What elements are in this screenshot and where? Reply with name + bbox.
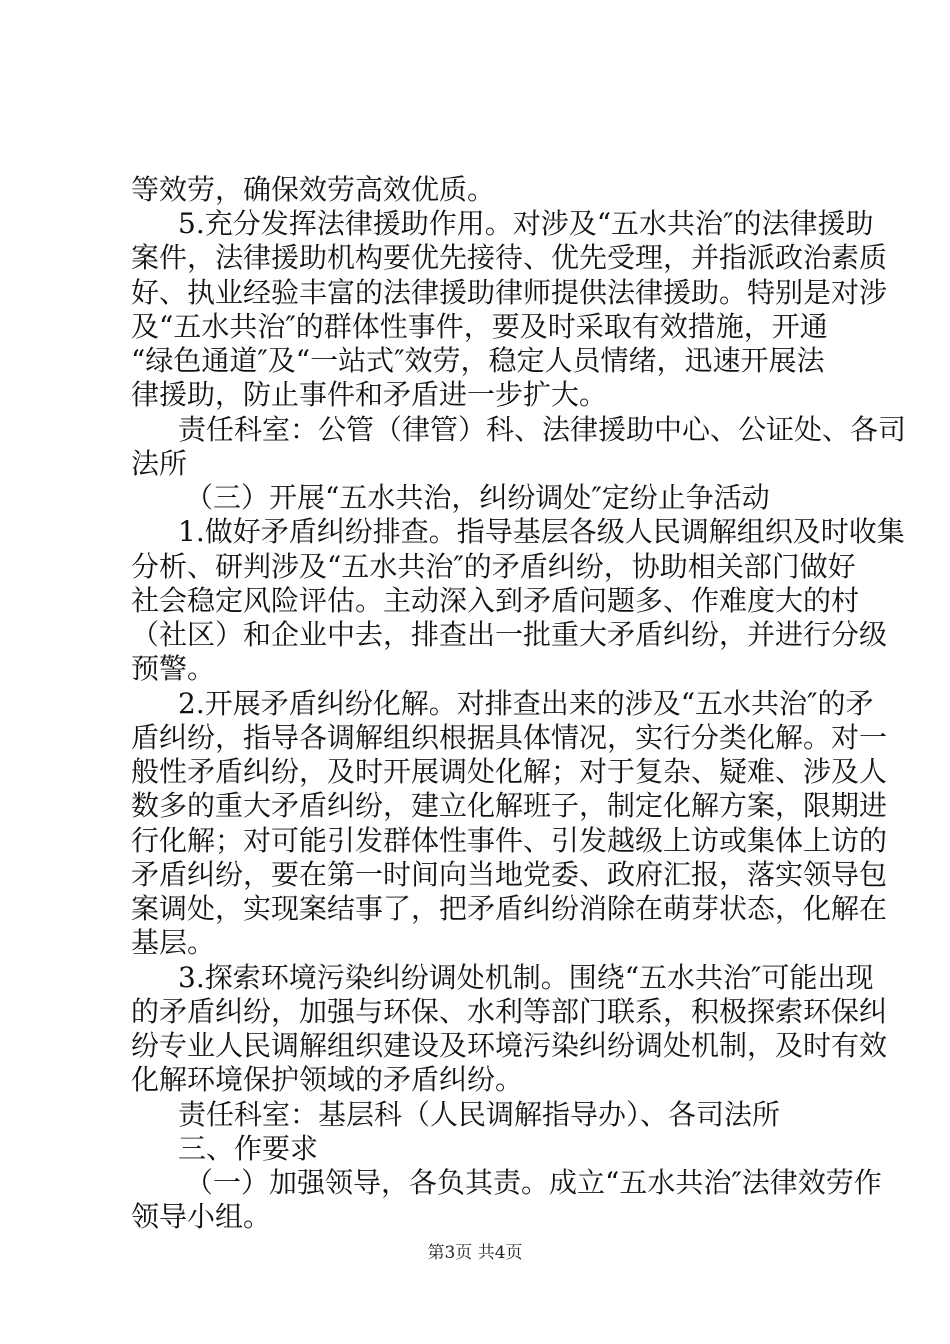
text-line: 分析、研判涉及“五水共治″的矛盾纠纷，协助相关部门做好: [131, 550, 856, 583]
text-line: 化解环境保护领域的矛盾纠纷。: [131, 1063, 524, 1096]
text-line: 预警。: [131, 652, 216, 685]
text-line: 的矛盾纠纷，加强与环保、水利等部门联系，积极探索环保纠: [131, 995, 888, 1028]
text-line: 案件，法律援助机构要优先接待、优先受理，并指派政治素质: [131, 241, 888, 274]
text-line: 法所: [131, 447, 188, 480]
text-line: 责任科室：公管（律管）科、法律援助中心、公证处、各司: [178, 413, 907, 446]
text-line: 责任科室：基层科（人民调解指导办）、各司法所: [178, 1098, 781, 1131]
text-line: 好、执业经验丰富的法律援助律师提供法律援助。特别是对涉: [131, 276, 888, 309]
text-line: 及“五水共治″的群体性事件，要及时采取有效措施，开通: [131, 310, 828, 343]
text-line: 律援助，防止事件和矛盾进一步扩大。: [131, 378, 608, 411]
text-line: （一）加强领导，各负其责。成立“五水共治″法律效劳作: [185, 1166, 882, 1199]
page-number-footer: 第3页 共4页: [427, 1243, 523, 1263]
text-line: 纷专业人民调解组织建设及环境污染纠纷调处机制，及时有效: [131, 1029, 888, 1062]
text-line: 等效劳，确保效劳高效优质。: [131, 173, 496, 206]
text-line: 矛盾纠纷，要在第一时间向当地党委、政府汇报，落实领导包: [131, 858, 888, 891]
text-line: 般性矛盾纠纷，及时开展调处化解；对于复杂、疑难、涉及人: [131, 755, 888, 788]
text-line: 2.开展矛盾纠纷化解。对排查出来的涉及“五水共治″的矛: [178, 687, 874, 720]
text-line: 案调处，实现案结事了，把矛盾纠纷消除在萌芽状态，化解在: [131, 892, 888, 925]
text-line: 盾纠纷，指导各调解组织根据具体情况，实行分类化解。对一: [131, 721, 888, 754]
text-line: 行化解；对可能引发群体性事件、引发越级上访或集体上访的: [131, 824, 888, 857]
text-line: “绿色通道″及“一站式″效劳，稳定人员情绪，迅速开展法: [131, 344, 825, 377]
text-line: 1.做好矛盾纠纷排查。指导基层各级人民调解组织及时收集: [178, 515, 905, 548]
text-line: 5.充分发挥法律援助作用。对涉及“五水共治″的法律援助: [178, 207, 874, 240]
section-heading: 三、作要求: [178, 1132, 319, 1165]
text-line: 社会稳定风险评估。主动深入到矛盾问题多、作难度大的村: [131, 584, 860, 617]
text-line: 3.探索环境污染纠纷调处机制。围绕“五水共治″可能出现: [178, 961, 874, 994]
text-line: （社区）和企业中去，排查出一批重大矛盾纠纷，并进行分级: [131, 618, 888, 651]
text-line: 数多的重大矛盾纠纷，建立化解班子，制定化解方案，限期进: [131, 789, 888, 822]
text-line: 基层。: [131, 926, 216, 959]
text-line: 领导小组。: [131, 1200, 272, 1233]
section-heading: （三）开展“五水共治，纠纷调处″定纷止争活动: [185, 481, 770, 514]
